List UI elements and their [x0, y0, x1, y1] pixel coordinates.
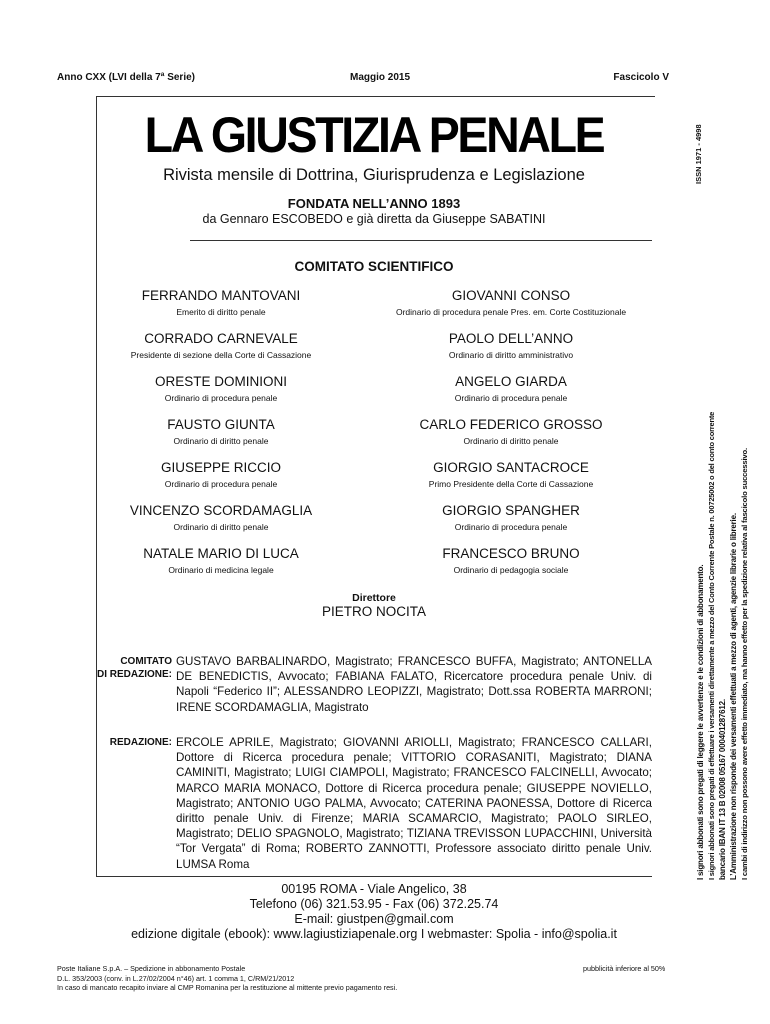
committee-member: [376, 288, 646, 317]
member-role: Ordinario di diritto penale: [463, 436, 559, 446]
member-name: CORRADO CARNEVALE: [144, 331, 298, 346]
member-name: GIUSEPPE RICCIO: [160, 460, 282, 475]
journal-subtitle: Rivista mensile di Dottrina, Giurisprudenza e Legislazione: [163, 166, 585, 184]
committee-member: [86, 460, 356, 489]
committee-member: [376, 374, 646, 403]
committee-member: [376, 503, 646, 532]
member-name: GIORGIO SANTACROCE: [433, 460, 589, 475]
director-name: PIETRO NOCITA: [321, 604, 426, 619]
member-name: VINCENZO SCORDAMAGLIA: [129, 503, 313, 518]
director-label: Direttore: [352, 592, 396, 604]
member-role: Ordinario di procedura penale: [164, 393, 278, 403]
issue-header: [57, 72, 669, 86]
editorial-committee-label: [60, 655, 172, 681]
founded-line: FONDATA NELL’ANNO 1893: [287, 196, 461, 211]
member-role: Ordinario di pedagogia sociale: [453, 565, 569, 575]
member-name: ANGELO GIARDA: [455, 374, 567, 389]
editorial-staff-label: REDAZIONE:: [109, 737, 172, 748]
committee-member: [86, 417, 356, 446]
sidebar-notice-3: bancario IBAN IT 13 B 02008 05167 000401287612.: [718, 699, 727, 880]
committee-member: [86, 331, 356, 360]
email: E-mail: giustpen@gmail.com: [294, 912, 454, 926]
member-role: Presidente di sezione della Corte di Cassazione: [130, 350, 312, 360]
postal-footer: [57, 964, 397, 993]
editorial-committee-label-line2: DI REDAZIONE:: [97, 669, 172, 680]
postal-line-3: In caso di mancato recapito inviare al CMP Romanina per la restituzione al mittente previo pagamento resi.: [57, 983, 398, 992]
committee-member: [86, 288, 356, 317]
sidebar-notice-4: L’Amministrazione non risponde dei versamenti effettuati a mezzo di agenti, agenzie librarie o librerie.: [729, 513, 738, 880]
member-role: Ordinario di medicina legale: [168, 565, 274, 575]
address: 00195 ROMA - Viale Angelico, 38: [281, 882, 467, 896]
member-name: GIOVANNI CONSO: [451, 288, 571, 303]
phone-fax: Telefono (06) 321.53.95 - Fax (06) 372.25.74: [249, 897, 499, 911]
scientific-committee-title: COMITATO SCIENTIFICO: [294, 259, 454, 274]
member-name: CARLO FEDERICO GROSSO: [419, 417, 603, 432]
editorial-committee-text: GUSTAVO BARBALINARDO, Magistrato; FRANCESCO BUFFA, Magistrato; ANTONELLA DE BENEDICTIS, Avvocato; FABIANA FALATO, Ricercatore procedura penale Univ. di Napoli “Federico II”; ALESSANDRO LEOPIZZI, Magistrato; Dott.ssa ROBERTA MARRONI; IRENE SCORDAMAGLIA, Magistrato: [176, 655, 652, 714]
member-name: GIORGIO SPANGHER: [442, 503, 580, 518]
member-role: Ordinario di procedura penale: [164, 479, 278, 489]
postal-line-1: Poste Italiane S.p.A. – Spedizione in abbonamento Postale: [57, 964, 246, 973]
founders-line: da Gennaro ESCOBEDO e già diretta da Giuseppe SABATINI: [202, 212, 546, 226]
member-role: Ordinario di procedura penale Pres. em. Corte Costituzionale: [395, 307, 627, 317]
committee-member: [86, 503, 356, 532]
divider: [190, 240, 652, 241]
editorial-committee-label-line1: COMITATO: [120, 656, 172, 667]
issue-month: Maggio 2015: [350, 72, 411, 83]
issue-year: Anno CXX (LVI della 7ª Serie): [57, 72, 195, 83]
member-role: Ordinario di diritto penale: [173, 522, 269, 532]
postal-line-2: D.L. 353/2003 (conv. in L.27/02/2004 n°46) art. 1 comma 1, C/RM/21/2012: [57, 973, 295, 983]
sidebar-notice-5: I cambi di indirizzo non possono avere effetto immediato, ma hanno effetto per la spedizione relativa al fascicolo successivo.: [740, 448, 749, 880]
divider: [96, 876, 652, 877]
member-role: Ordinario di procedura penale: [454, 522, 568, 532]
journal-title: LA GIUSTIZIA PENALE: [144, 107, 604, 163]
issn-number: ISSN 1971 - 4998: [694, 124, 703, 184]
issue-number: Fascicolo V: [613, 72, 669, 83]
committee-member: [86, 374, 356, 403]
member-name: FAUSTO GIUNTA: [167, 417, 275, 432]
sidebar-notice-1: I signori abbonati sono pregati di leggere le avvertenze e le condizioni di abbonamento.: [696, 564, 705, 880]
member-role: Ordinario di diritto penale: [173, 436, 269, 446]
sidebar-notice-2: I signori abbonati sono pregati di effettuare i versamenti direttamente a mezzo del Conto Corrente Postale n. 00725002 o del conto corrente: [707, 411, 716, 880]
committee-member: [376, 417, 646, 446]
member-role: Emerito di diritto penale: [176, 307, 266, 317]
contact-block: [96, 882, 652, 942]
web-info: edizione digitale (ebook): www.lagiustiziapenale.org I webmaster: Spolia - info@spolia.it: [131, 927, 617, 941]
member-name: NATALE MARIO DI LUCA: [143, 546, 299, 561]
editorial-staff-text: ERCOLE APRILE, Magistrato; GIOVANNI ARIOLLI, Magistrato; FRANCESCO CALLARI, Dottore di Ricerca procedura penale; VITTORIO CORASANITI, Magistrato; DIANA CAMINITI, Magistrato; LUIGI CIAMPOLI, Magistrato; FRANCESCO FALCINELLI, Avvocato; MARCO MARIA MONACO, Dottore di Ricerca procedura penale; GIUSEPPE NOVIELLO, Magistrato; ANTONIO UGO PALMA, Avvocato; CATERINA PAONESSA, Dottore di Ricerca diritto penale Univ. di Firenze; MARIA SCAMARCIO, Magistrato; PAOLO SIRLEO, Magistrato; DELIO SPAGNOLO, Magistrato; TIZIANA TREVISSON LUPACCHINI, Università “Tor Vergata” di Roma; ROBERTO ZANNOTTI, Professore associato diritto penale Univ. LUMSA Roma: [176, 736, 652, 871]
member-role: Ordinario di procedura penale: [454, 393, 568, 403]
advertising-note: pubblicità inferiore al 50%: [583, 964, 666, 973]
committee-member: [376, 546, 646, 575]
committee-member: [376, 331, 646, 360]
committee-member: [86, 546, 356, 575]
member-role: Primo Presidente della Corte di Cassazione: [428, 479, 594, 489]
member-name: FRANCESCO BRUNO: [442, 546, 580, 561]
member-role: Ordinario di diritto amministrativo: [448, 350, 574, 360]
member-name: ORESTE DOMINIONI: [154, 374, 287, 389]
member-name: PAOLO DELL’ANNO: [448, 331, 574, 346]
member-name: FERRANDO MANTOVANI: [141, 288, 301, 303]
committee-member: [376, 460, 646, 489]
